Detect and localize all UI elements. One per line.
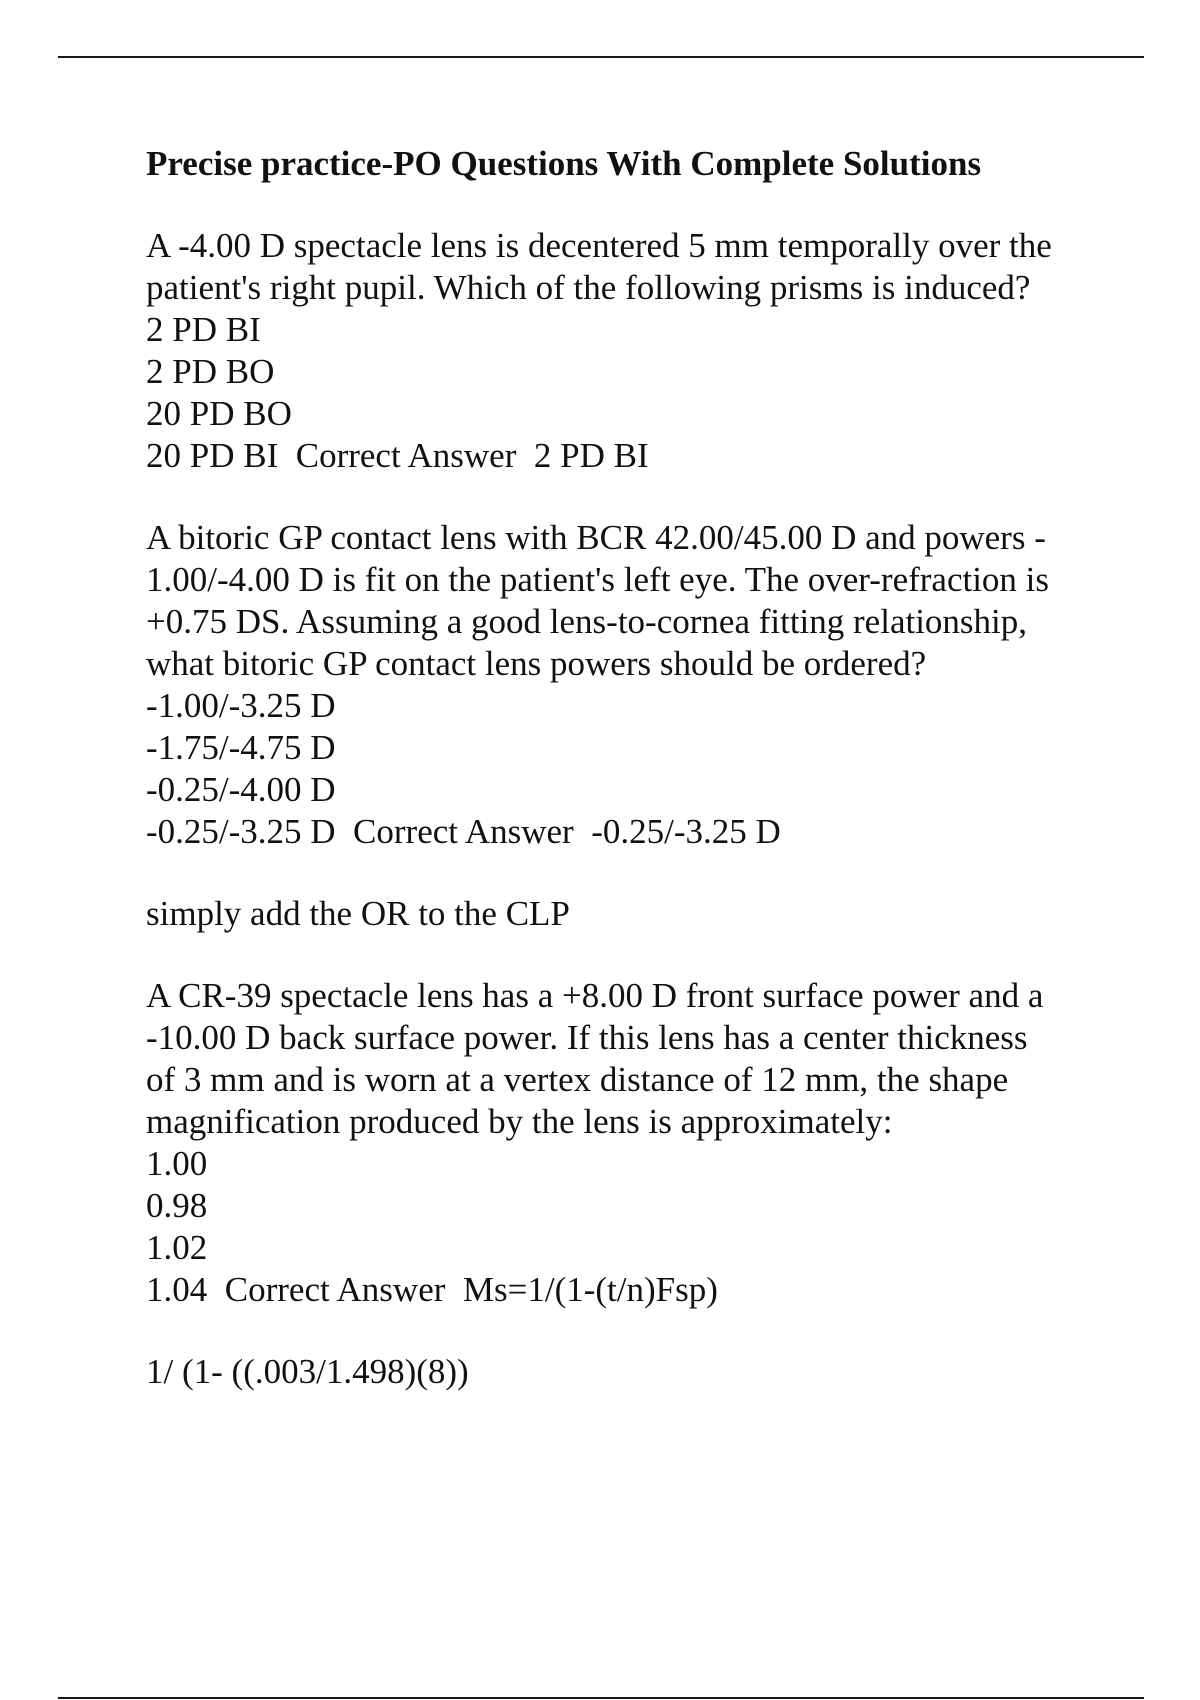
question-3-text-line-3: of 3 mm and is worn at a vertex distance of 12 mm, the shape (146, 1060, 1009, 1099)
question-1-option-a: 2 PD BI (146, 310, 261, 349)
question-2-text-line-4: what bitoric GP contact lens powers should be ordered? (146, 644, 927, 683)
explanation-line-1: simply add the OR to the CLP (146, 894, 570, 933)
document-body (146, 143, 1106, 1433)
formula-line-1: 1/ (1- ((.003/1.498)(8)) (146, 1352, 469, 1391)
question-2-option-d-answer: -0.25/-3.25 D Correct Answer -0.25/-3.25 D (146, 812, 781, 851)
document-title: Precise practice-PO Questions With Complete Solutions (146, 144, 982, 183)
question-2-text-line-1: A bitoric GP contact lens with BCR 42.00/45.00 D and powers - (146, 518, 1046, 557)
question-2-text-line-3: +0.75 DS. Assuming a good lens-to-cornea fitting relationship, (146, 602, 1028, 641)
question-2-option-a: -1.00/-3.25 D (146, 686, 336, 725)
question-3-explanation (146, 1351, 1106, 1393)
question-2-option-b: -1.75/-4.75 D (146, 728, 336, 767)
question-3-text-line-2: -10.00 D back surface power. If this lens has a center thickness (146, 1018, 1028, 1057)
question-3-option-c: 1.02 (146, 1228, 208, 1267)
question-2-explanation (146, 893, 1106, 935)
question-3-option-a: 1.00 (146, 1144, 208, 1183)
question-2-option-c: -0.25/-4.00 D (146, 770, 336, 809)
question-3 (146, 975, 1106, 1311)
bottom-rule (58, 1697, 1144, 1699)
question-3-option-d-answer: 1.04 Correct Answer Ms=1/(1-(t/n)Fsp) (146, 1270, 718, 1309)
question-3-option-b: 0.98 (146, 1186, 208, 1225)
question-3-text-line-4: magnification produced by the lens is approximately: (146, 1102, 893, 1141)
question-2 (146, 517, 1106, 853)
question-1-option-b: 2 PD BO (146, 352, 275, 391)
question-3-text-line-1: A CR-39 spectacle lens has a +8.00 D front surface power and a (146, 976, 1044, 1015)
top-rule (58, 56, 1144, 58)
question-1 (146, 225, 1106, 477)
question-1-text-line-2: patient's right pupil. Which of the following prisms is induced? (146, 268, 1031, 307)
question-1-option-c: 20 PD BO (146, 394, 292, 433)
question-1-text-line-1: A -4.00 D spectacle lens is decentered 5 mm temporally over the (146, 226, 1052, 265)
question-2-text-line-2: 1.00/-4.00 D is fit on the patient's left eye. The over-refraction is (146, 560, 1050, 599)
question-1-option-d-answer: 20 PD BI Correct Answer 2 PD BI (146, 436, 649, 475)
